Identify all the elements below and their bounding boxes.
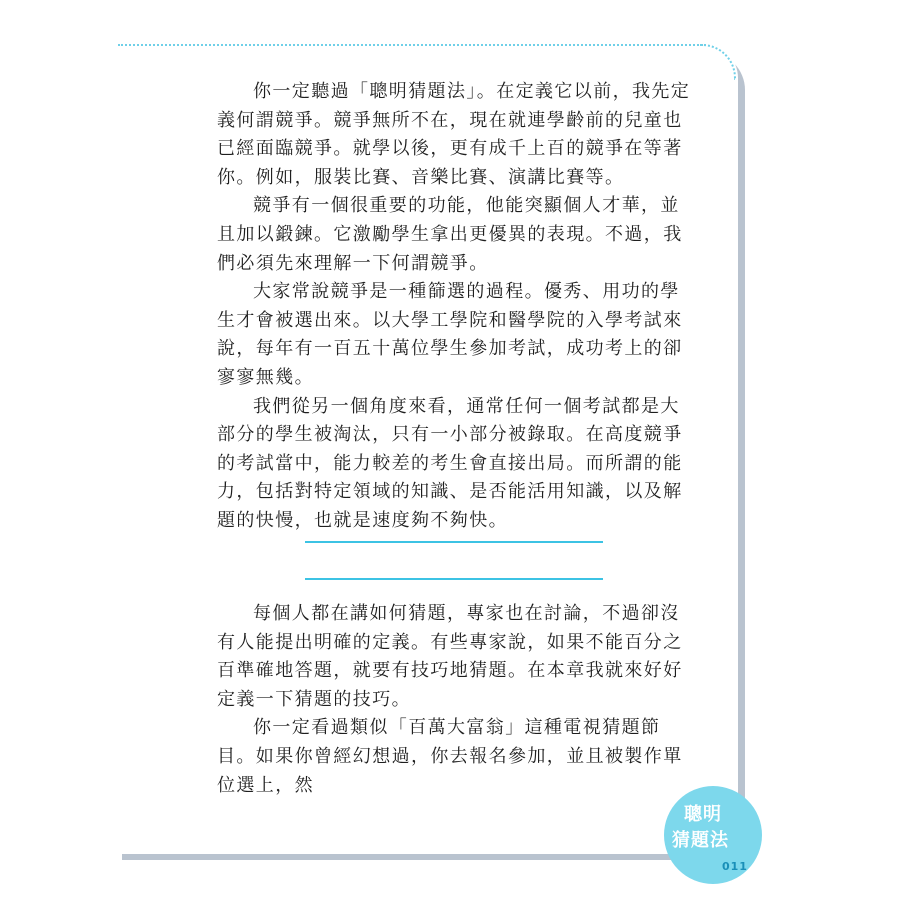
- paragraph: 你一定看過類似「百萬大富翁」這種電視猜題節目。如果你曾經幻想過，你去報名參加，並且被製作單位選上，然: [217, 717, 683, 796]
- page-number: 011: [722, 860, 748, 873]
- chapter-tab-line-2: 猜題法: [672, 830, 729, 851]
- paragraph: 我們從另一個角度來看，通常任何一個考試都是大部分的學生被淘汰，只有一小部分被錄取。在高度競爭的考試當中，能力較差的考生會直接出局。而所謂的能力，包括對特定領域的知識、是否能活用知識，以及解題的快慢，也就是速度夠不夠快。: [217, 395, 683, 531]
- paragraph: 你一定聽過「聰明猜題法」。在定義它以前，我先定義何謂競爭。競爭無所不在，現在就連學齡前的兒童也已經面臨競爭。就學以後，更有成千上百的競爭在等著你。例如，服裝比賽、音樂比賽、演講比賽等。: [217, 81, 691, 188]
- chapter-tab-line-1: 聰明: [684, 804, 722, 825]
- heading-rule-bottom: [305, 578, 603, 580]
- top-dotted-border: [118, 44, 706, 46]
- paragraph: 大家常說競爭是一種篩選的過程。優秀、用功的學生才會被選出來。以大學工學院和醫學院的入學考試來說，每年有一百五十萬位學生參加考試，成功考上的卻寥寥無幾。: [217, 281, 683, 388]
- section-heading: [305, 541, 603, 581]
- section-two-text: [217, 600, 695, 800]
- paragraph: 每個人都在講如何猜題，專家也在討論，不過卻沒有人能提出明確的定義。有些專家說，如果不能百分之百準確地答題，就要有技巧地猜題。在本章我就來好好定義一下猜題的技巧。: [217, 603, 683, 710]
- paragraph: 競爭有一個很重要的功能，他能突顯個人才華，並且加以鍛鍊。它激勵學生拿出更優異的表現。不過，我們必須先來理解一下何謂競爭。: [217, 195, 683, 274]
- corner-dotted-border: [700, 44, 736, 80]
- section-one-text: [217, 78, 695, 536]
- heading-rule-top: [305, 541, 603, 543]
